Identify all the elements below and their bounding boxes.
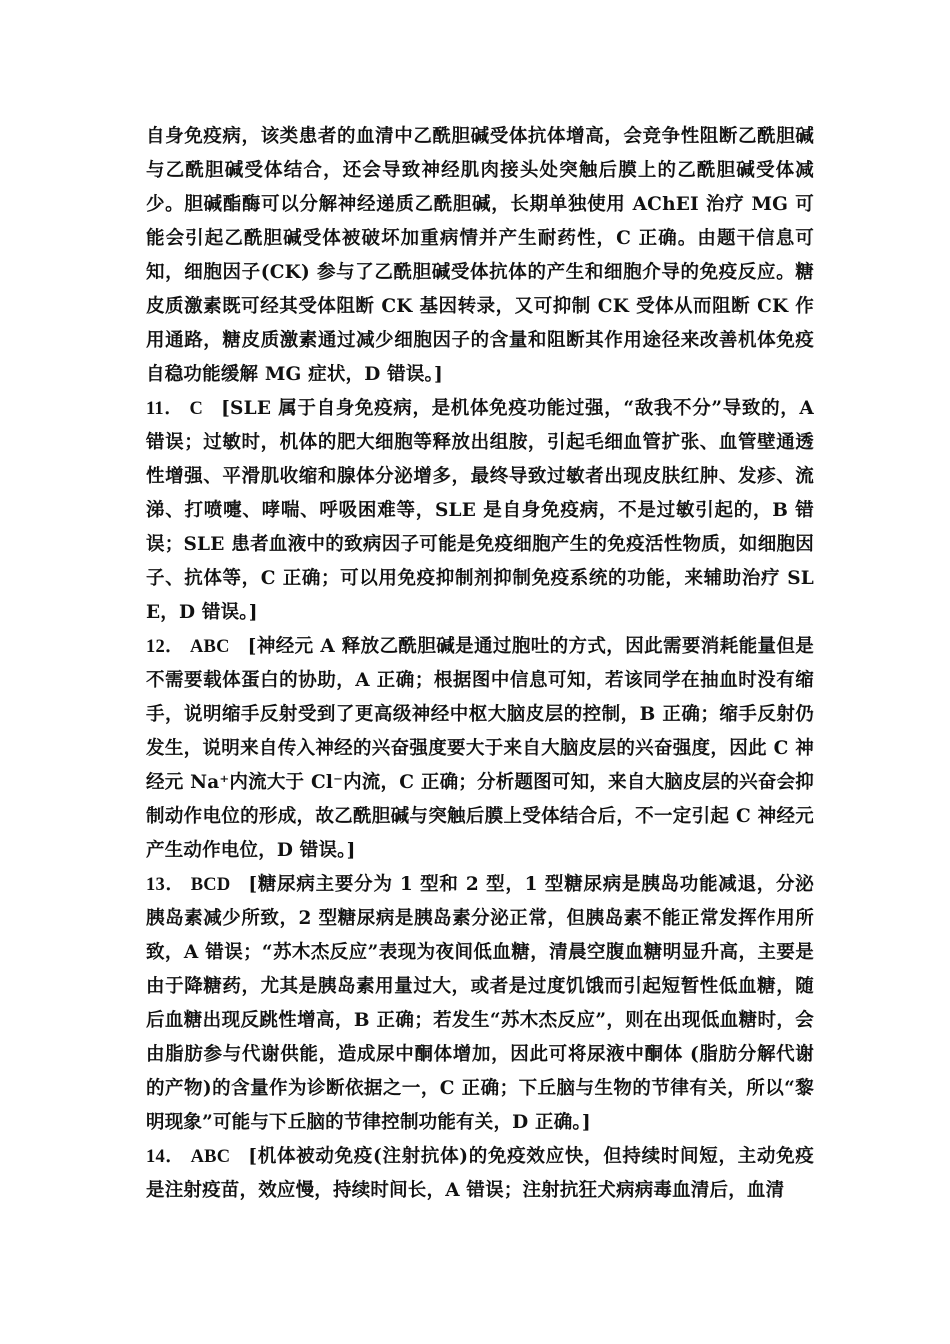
answer-key: C — [189, 399, 204, 419]
answer-key: ABC — [190, 1147, 231, 1167]
paragraph-question-11 — [146, 392, 814, 630]
question-number: 14． — [146, 1147, 185, 1167]
paragraph-question-14 — [146, 1140, 814, 1208]
question-number: 12． — [146, 637, 184, 657]
paragraph-question-13 — [146, 868, 814, 1140]
paragraph-text: [糖尿病主要分为 1 型和 2 型，1 型糖尿病是胰岛功能减退，分泌胰岛素减少所致，2 型糖尿病是胰岛素分泌正常，但胰岛素不能正常发挥作用所致，A 错误；“苏木杰反应”表现为夜间低血糖，清晨空腹血糖明显升高，主要是由于降糖药，尤其是胰岛素用量过大，或者是过度饥饿而引起短暂性低血糖，随后血糖出现反跳性增高，B 正确；若发生“苏木杰反应”，则在出现低血糖时，会由脂肪参与代谢供能，造成尿中酮体增加，因此可将尿液中酮体 (脂肪分解代谢的产物)的含量作为诊断依据之一，C 正确；下丘脑与生物的节律有关，所以“黎明现象”可能与下丘脑的节律控制功能有关，D 正确。] — [146, 874, 814, 1133]
paragraph-text: [SLE 属于自身免疫病，是机体免疫功能过强，“敌我不分”导致的，A 错误；过敏时，机体的肥大细胞等释放出组胺，引起毛细血管扩张、血管壁通透性增强、平滑肌收缩和腺体分泌增多，最终导致过敏者出现皮肤红肿、发疹、流涕、打喷嚏、哮喘、呼吸困难等，SLE 是自身免疫病，不是过敏引起的，B 错误；SLE 患者血液中的致病因子可能是免疫细胞产生的免疫活性物质，如细胞因子、抗体等，C 正确；可以用免疫抑制剂抑制免疫系统的功能，来辅助治疗 SLE，D 错误。] — [146, 398, 814, 623]
paragraph-text: [神经元 A 释放乙酰胆碱是通过胞吐的方式，因此需要消耗能量但是不需要载体蛋白的协助，A 正确；根据图中信息可知，若该同学在抽血时没有缩手，说明缩手反射受到了更高级神经中枢大脑皮层的控制，B 正确；缩手反射仍发生，说明来自传入神经的兴奋强度要大于来自大脑皮层的兴奋强度，因此 C 神经元 Na⁺内流大于 Cl⁻内流，C 正确；分析题图可知，来自大脑皮层的兴奋会抑制动作电位的形成，故乙酰胆碱与突触后膜上受体结合后，不一定引起 C 神经元产生动作电位，D 错误。] — [146, 636, 814, 861]
paragraph-continuation — [146, 120, 814, 392]
question-number: 13． — [146, 875, 185, 895]
paragraph-question-12 — [146, 630, 814, 868]
paragraph-text: 自身免疫病，该类患者的血清中乙酰胆碱受体抗体增高，会竞争性阻断乙酰胆碱与乙酰胆碱受体结合，还会导致神经肌肉接头处突触后膜上的乙酰胆碱受体减少。胆碱酯酶可以分解神经递质乙酰胆碱，长期单独使用 AChEI 治疗 MG 可能会引起乙酰胆碱受体被破坏加重病情并产生耐药性，C 正确。由题干信息可知，细胞因子(CK) 参与了乙酰胆碱受体抗体的产生和细胞介导的免疫反应。糖皮质激素既可经其受体阻断 CK 基因转录，又可抑制 CK 受体从而阻断 CK 作用通路，糖皮质激素通过减少细胞因子的含量和阻断其作用途径来改善机体免疫自稳功能缓解 MG 症状，D 错误。] — [146, 126, 814, 385]
answer-key: BCD — [190, 875, 231, 895]
paragraph-text: [机体被动免疫(注射抗体)的免疫效应快，但持续时间短，主动免疫是注射疫苗，效应慢，持续时间长，A 错误；注射抗狂犬病病毒血清后，血清 — [146, 1146, 814, 1201]
document-page — [146, 120, 814, 1208]
question-number: 11． — [146, 399, 184, 419]
answer-key: ABC — [190, 637, 230, 657]
